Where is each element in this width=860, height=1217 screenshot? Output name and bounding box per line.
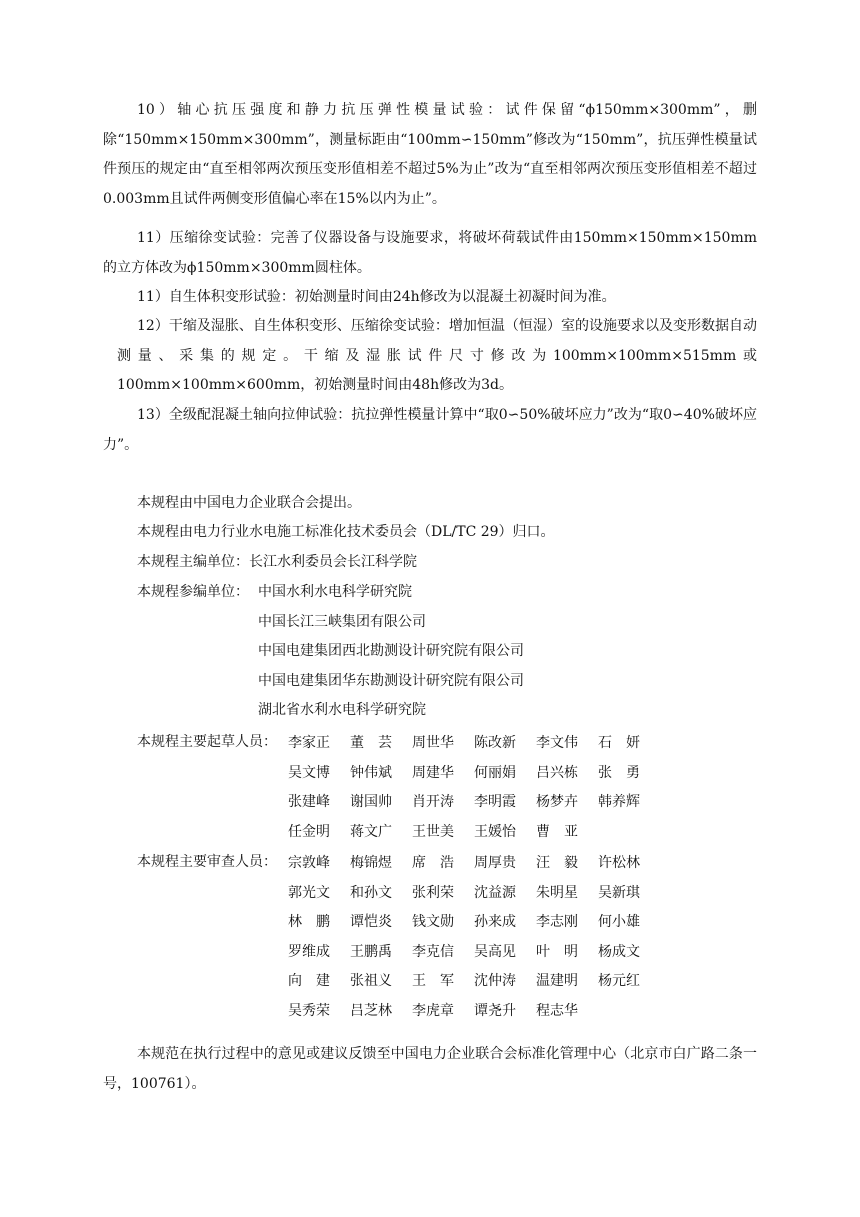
- person-name: 谭恺炎: [350, 914, 392, 930]
- person-name: 梅锦煜: [350, 855, 392, 871]
- person-name: 李明霞: [474, 794, 516, 810]
- person-name: 席 浩: [412, 855, 454, 871]
- person-name: 和孙文: [350, 884, 392, 901]
- person-name: 董 芸: [350, 735, 392, 751]
- person-name: 许松林: [598, 855, 640, 871]
- person-name: 谭尧升: [474, 1002, 516, 1019]
- person-name: 汪 毅: [536, 855, 578, 871]
- person-name: 李克信: [412, 943, 454, 960]
- roster-row: [288, 911, 660, 941]
- person-name: 吴秀荣: [288, 1002, 330, 1019]
- person-name: 肖开涛: [412, 794, 454, 810]
- person-name: 何小雄: [598, 914, 640, 930]
- person-name: 周世华: [412, 735, 454, 751]
- person-name: 王鹏禹: [350, 943, 392, 960]
- person-name: 任金明: [288, 823, 330, 840]
- person-name: 叶 明: [536, 943, 578, 960]
- person-name: 温建明: [536, 973, 578, 989]
- person-name: 曹 亚: [536, 823, 578, 840]
- person-name: 张建峰: [288, 794, 330, 810]
- person-name: 宗敦峰: [288, 855, 330, 871]
- person-name: 杨梦卉: [536, 794, 578, 810]
- roster-row: [288, 1000, 660, 1030]
- participating-unit: 中国电建集团西北勘测设计研究院有限公司: [258, 643, 524, 659]
- person-name: 李虎章: [412, 1002, 454, 1019]
- person-name: 吴高见: [474, 943, 516, 960]
- participating-unit: 中国电建集团华东勘测设计研究院有限公司: [258, 672, 524, 689]
- person-name: 何丽娟: [474, 764, 516, 781]
- person-name: 张利荣: [412, 884, 454, 901]
- person-name: 李文伟: [536, 735, 578, 751]
- person-name: 郭光文: [288, 884, 330, 901]
- person-name: 李家正: [288, 735, 330, 751]
- person-name: 钟伟斌: [350, 764, 392, 781]
- feedback-paragraph: 本规范在执行过程中的意见或建议反馈至中国电力企业联合会标准化管理中心（北京市白广路二条一号，100761）。: [103, 1046, 757, 1092]
- person-name: 张 勇: [598, 764, 640, 781]
- paragraph-item-11-creep: 11）压缩徐变试验：完善了仪器设备与设施要求，将破坏荷载试件由150mm×150mm×150mm的立方体改为ϕ150mm×300mm圆柱体。: [103, 230, 757, 276]
- person-name: 吕兴栋: [536, 764, 578, 781]
- person-name: 沈仲涛: [474, 973, 516, 989]
- paragraph-item-10: 10）轴心抗压强度和静力抗压弹性模量试验：试件保留“ϕ150mm×300mm”，删除“150mm×150mm×300mm”，测量标距由“100mm∽150mm”修改为“150mm”，抗压弹性模量试件预压的规定由“直至相邻两次预压变形值相差不超过5%为止”改为“直至相邻两次预压变形值相差不超过0.003mm且试件两侧变形值偏心率在15%以内为止”。: [103, 102, 757, 207]
- person-name: 石 妍: [598, 735, 640, 751]
- person-name: 蒋文广: [350, 823, 392, 840]
- person-name: 林 鹏: [288, 914, 330, 930]
- roster-row: [288, 852, 660, 882]
- person-name: 向 建: [288, 973, 330, 989]
- roster-row: [288, 821, 660, 851]
- person-name: 吴文博: [288, 764, 330, 781]
- person-name: 周建华: [412, 764, 454, 781]
- proposer-line: 本规程由中国电力企业联合会提出。: [137, 495, 361, 511]
- person-name: 陈改新: [474, 735, 516, 751]
- person-name: 韩养辉: [598, 794, 640, 810]
- roster-row: [288, 791, 660, 821]
- participating-unit: 湖北省水利水电科学研究院: [258, 702, 426, 718]
- roster-row: [288, 732, 660, 762]
- person-name: 王世美: [412, 823, 454, 840]
- paragraph-item-11-autogenous: 11）自生体积变形试验：初始测量时间由24h修改为以混凝土初凝时间为准。: [137, 289, 616, 305]
- person-name: 钱文勋: [412, 914, 454, 930]
- person-name: 朱明星: [536, 884, 578, 901]
- person-name: 李志刚: [536, 914, 578, 930]
- person-name: 吕芝林: [350, 1002, 392, 1019]
- reviewers-roster: [288, 852, 660, 1029]
- roster-row: [288, 882, 660, 912]
- person-name: 孙来成: [474, 914, 516, 930]
- chief-unit-line: 本规程主编单位：长江水利委员会长江科学院: [137, 554, 417, 570]
- person-name: 王 军: [412, 973, 454, 989]
- paragraph-item-12: 12）干缩及湿胀、自生体积变形、压缩徐变试验：增加恒温（恒湿）室的设施要求以及变形数据自动测量、采集的规定。干缩及湿胀试件尺寸修改为100mm×100mm×515mm或100mm×100mm×600mm，初始测量时间由48h修改为3d。: [117, 318, 757, 393]
- person-name: 吴新琪: [598, 884, 640, 901]
- participating-units-label: 本规程参编单位：: [137, 584, 249, 600]
- person-name: 周厚贵: [474, 855, 516, 871]
- person-name: 罗维成: [288, 943, 330, 960]
- person-name: 王媛怡: [474, 823, 516, 840]
- person-name: 谢国帅: [350, 794, 392, 810]
- roster-row: [288, 941, 660, 971]
- person-name: 张祖义: [350, 973, 392, 989]
- person-name: 杨成文: [598, 943, 640, 960]
- roster-row: [288, 970, 660, 1000]
- centralized-line: 本规程由电力行业水电施工标准化技术委员会（DL/TC 29）归口。: [137, 524, 555, 540]
- reviewers-label: 本规程主要审查人员：: [137, 854, 277, 870]
- person-name: 程志华: [536, 1002, 578, 1019]
- person-name: 杨元红: [598, 973, 640, 989]
- participating-unit: 中国长江三峡集团有限公司: [258, 613, 426, 630]
- person-name: 沈益源: [474, 884, 516, 901]
- paragraph-item-13: 13）全级配混凝土轴向拉伸试验：抗拉弹性模量计算中“取0∽50%破坏应力”改为“取0∽40%破坏应力”。: [103, 407, 757, 453]
- participating-unit: 中国水利水电科学研究院: [258, 584, 412, 600]
- roster-row: [288, 762, 660, 792]
- participating-units-list: [258, 582, 524, 730]
- drafters-roster: [288, 732, 660, 850]
- drafters-label: 本规程主要起草人员：: [137, 734, 277, 750]
